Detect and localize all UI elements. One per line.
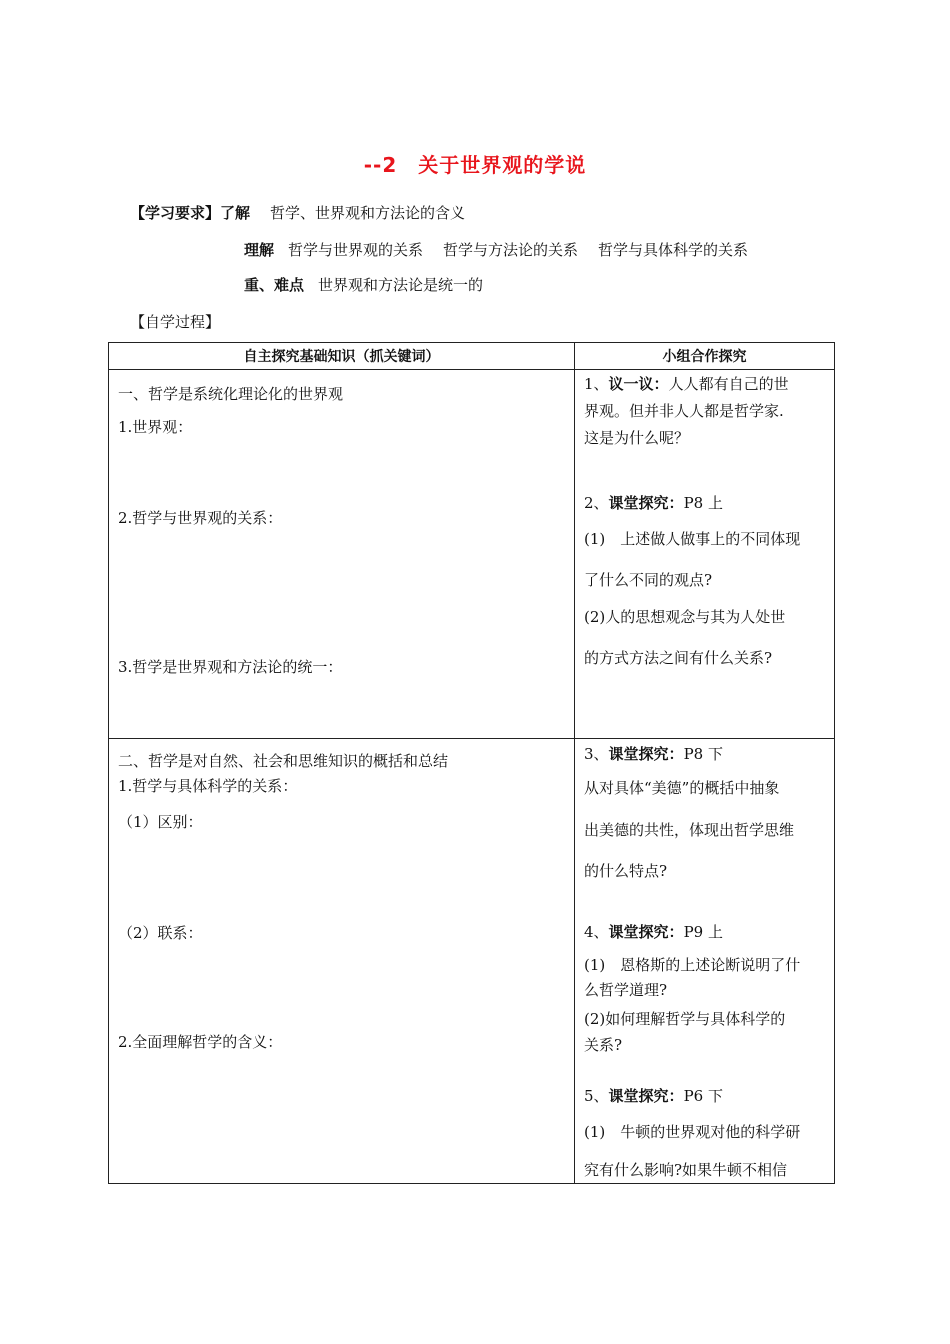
question-text: 人人都有自己的世 — [668, 375, 789, 393]
section-heading: 一、哲学是系统化理论化的世界观 — [118, 385, 344, 403]
comprehend-label: 理解 — [244, 241, 275, 259]
question-label: 课堂探究： — [608, 745, 684, 763]
question-text: 的方式方法之间有什么关系? — [584, 649, 773, 667]
header-self-study: 自主探究基础知识（抓关键词） — [109, 343, 575, 370]
question-text: (1) 恩格斯的上述论断说明了什 — [584, 956, 801, 974]
header-group-study: 小组合作探究 — [575, 343, 835, 370]
question-text: (2)如何理解哲学与具体科学的 — [584, 1010, 786, 1028]
question-text: 从对具体“美德”的概括中抽象 — [584, 779, 780, 797]
page-reference: P8 上 — [683, 494, 723, 512]
prompt-item: 1.哲学与具体科学的关系： — [118, 777, 298, 795]
question-2 — [584, 492, 723, 513]
table-row — [109, 370, 835, 739]
question-label: 课堂探究： — [608, 1087, 684, 1105]
question-number: 2、 — [584, 494, 609, 512]
row1-right-cell — [575, 370, 834, 738]
key-points-label: 重、难点 — [244, 276, 305, 294]
question-number: 4、 — [584, 923, 609, 941]
comprehend-line — [244, 239, 748, 260]
question-text: (1) 牛顿的世界观对他的科学研 — [584, 1123, 801, 1141]
comprehend-item: 哲学与世界观的关系 — [288, 241, 424, 259]
understand-label: 了解 — [220, 204, 251, 222]
question-label: 议一议： — [608, 375, 669, 393]
question-text: (2)人的思想观念与其为人处世 — [584, 608, 786, 626]
key-points-text: 世界观和方法论是统一的 — [318, 276, 484, 294]
row2-right-cell — [575, 739, 834, 1183]
question-4 — [584, 921, 723, 942]
key-points-line — [244, 274, 483, 295]
question-number: 3、 — [584, 745, 609, 763]
comprehend-item: 哲学与具体科学的关系 — [598, 241, 749, 259]
question-text: 的什么特点? — [584, 862, 668, 880]
row1-left-cell — [109, 370, 574, 738]
table-header-row — [109, 343, 835, 370]
learning-requirements — [130, 202, 465, 223]
question-text: 了什么不同的观点? — [584, 571, 713, 589]
question-3 — [584, 743, 723, 764]
prompt-item: 1.世界观： — [118, 418, 193, 436]
question-text: 界观。但并非人人都是哲学家. — [584, 402, 784, 420]
question-text: 究有什么影响?如果牛顿不相信 — [584, 1161, 788, 1179]
page-reference: P9 上 — [683, 923, 723, 941]
question-text: 么哲学道理? — [584, 981, 668, 999]
comprehend-item: 哲学与方法论的关系 — [443, 241, 579, 259]
question-5 — [584, 1085, 723, 1106]
question-text: 关系? — [584, 1036, 623, 1054]
section-heading: 二、哲学是对自然、社会和思维知识的概括和总结 — [118, 752, 449, 770]
prompt-item: 2.全面理解哲学的含义： — [118, 1033, 283, 1051]
question-number: 5、 — [584, 1087, 609, 1105]
question-text: 这是为什么呢？ — [584, 429, 690, 447]
prompt-item: （2）联系： — [118, 924, 203, 942]
process-label: 【自学过程】 — [130, 313, 221, 331]
question-number: 1、 — [584, 375, 609, 393]
study-table — [108, 342, 835, 1184]
question-text: 出美德的共性，体现出哲学思维 — [584, 821, 795, 839]
page-reference: P8 下 — [683, 745, 723, 763]
table-row — [109, 739, 835, 1184]
page-title: --2 关于世界观的学说 — [363, 153, 587, 177]
prompt-item: 2.哲学与世界观的关系： — [118, 509, 283, 527]
requirements-label: 【学习要求】 — [130, 204, 221, 222]
page-reference: P6 下 — [683, 1087, 723, 1105]
question-label: 课堂探究： — [608, 923, 684, 941]
question-1 — [584, 373, 789, 394]
row2-left-cell — [109, 739, 574, 1183]
question-label: 课堂探究： — [608, 494, 684, 512]
prompt-item: 3.哲学是世界观和方法论的统一： — [118, 658, 343, 676]
question-text: (1) 上述做人做事上的不同体现 — [584, 530, 801, 548]
understand-text: 哲学、世界观和方法论的含义 — [270, 204, 466, 222]
prompt-item: （1）区别： — [118, 813, 203, 831]
